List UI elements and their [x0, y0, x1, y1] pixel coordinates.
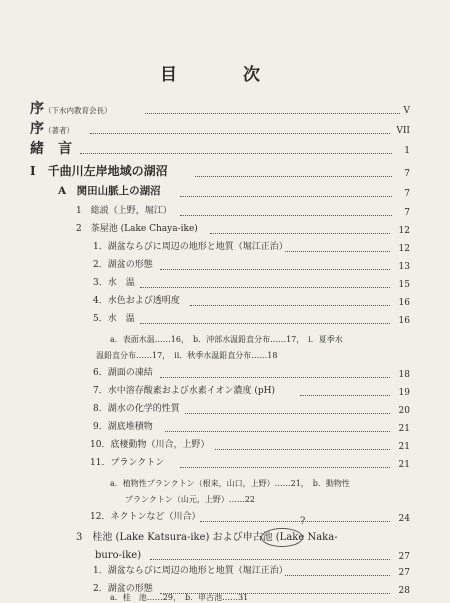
leader-dots [140, 286, 390, 288]
page-number: 24 [398, 514, 410, 524]
page-number: 7 [404, 169, 410, 179]
toc-subitem: 9．湖底堆積物 [93, 422, 153, 432]
page-number: 19 [398, 388, 410, 398]
leader-dots [195, 175, 392, 177]
toc-subitem: 1．湖盆ならびに周辺の地形と地質（堀江正治） [93, 566, 288, 576]
toc-subitem: 8．湖水の化学的性質 [93, 404, 180, 414]
toc-subitem: 12．ネクトンなど（川合） [90, 512, 201, 522]
page-number: 16 [398, 298, 410, 308]
toc-entry-preface2: 序（著者） [30, 121, 74, 137]
toc-item-2: 2 茶屋池 (Lake Chaya-ike) [76, 224, 198, 234]
page-number: 12 [398, 244, 410, 254]
page-number: 1 [404, 146, 410, 156]
page-number: V [403, 106, 410, 116]
page-number: VII [396, 126, 410, 136]
toc-subitem: 3．水 温 [93, 278, 135, 288]
toc-section-a: A 関田山脈上の湖沼 [58, 185, 161, 197]
page-number: 18 [398, 370, 410, 380]
toc-detail-line: 温鉛直分布……17， ii．秋季水温鉛直分布……18 [96, 351, 278, 360]
toc-subitem: 7．水中溶存酸素および水素イオン濃度 (pH) [93, 386, 275, 396]
toc-detail-line: a．植物性プランクトン（根来，山口，上野）……21， b．動物性 [110, 479, 350, 488]
page-number: 15 [398, 280, 410, 290]
leader-dots [300, 394, 390, 396]
toc-subitem: 4．水色および透明度 [93, 296, 180, 306]
leader-dots [90, 132, 390, 134]
leader-dots [190, 304, 390, 306]
leader-dots [210, 232, 390, 234]
toc-subitem: 1．湖盆ならびに周辺の地形と地質（堀江正治） [93, 242, 288, 252]
toc-item-1: 1 総説（上野，堀江） [76, 206, 172, 216]
toc-entry-preface1: 序（下水内教育会長） [30, 101, 112, 117]
handwritten-circle [261, 528, 303, 547]
toc-entry-intro: 緒 言 [30, 141, 72, 157]
leader-dots [165, 430, 390, 432]
page-number: 21 [398, 424, 410, 434]
leader-dots [180, 195, 392, 197]
toc-detail-line: a．表面水温……16， b．沖部水温鉛直分布……17， i．夏季水 [110, 335, 343, 344]
page-number: 16 [398, 316, 410, 326]
leader-dots [285, 250, 390, 252]
page-title: 目 次 [160, 65, 290, 85]
leader-dots [185, 412, 390, 414]
leader-dots [285, 574, 390, 576]
leader-dots [200, 520, 390, 522]
page-number: 20 [398, 406, 410, 416]
toc-chapter-1: I 千曲川左岸地域の湖沼 [30, 164, 168, 178]
leader-dots [150, 558, 390, 560]
page-number: 7 [404, 189, 410, 199]
leader-dots [145, 112, 400, 114]
page-number: 27 [398, 568, 410, 578]
toc-subitem: 11．プランクトン [90, 458, 165, 468]
page-number: 28 [398, 586, 410, 596]
leader-dots [180, 466, 390, 468]
toc-item-3: 3 桂池 (Lake Katsura-ike) および申古池 (Lake Naka- [76, 532, 338, 543]
page-number: 12 [398, 226, 410, 236]
leader-dots [80, 152, 392, 154]
leader-dots [160, 376, 390, 378]
page-number: 7 [404, 208, 410, 218]
toc-detail-line: プランクトン（山元，上野）……22 [125, 495, 256, 504]
toc-item-3-cont: buro-ike) [95, 550, 142, 561]
toc-subitem: 2．湖盆の形態 [93, 260, 153, 270]
leader-dots [215, 448, 390, 450]
toc-detail-line: a．桂 池……29， b．申古池……31 [110, 593, 249, 602]
page-number: 13 [398, 262, 410, 272]
page-number: 27 [398, 552, 410, 562]
leader-dots [160, 268, 390, 270]
page-number: 21 [398, 442, 410, 452]
toc-subitem: 10．底棲動物（川合，上野） [90, 440, 210, 450]
leader-dots [180, 214, 392, 216]
toc-subitem: 2．湖盆の形態 [93, 584, 153, 594]
page-number: 21 [398, 460, 410, 470]
toc-subitem: 5．水 温 [93, 314, 135, 324]
leader-dots [140, 322, 390, 324]
toc-subitem: 6．湖面の凍結 [93, 368, 153, 378]
handwritten-question-mark: ? [300, 516, 306, 527]
